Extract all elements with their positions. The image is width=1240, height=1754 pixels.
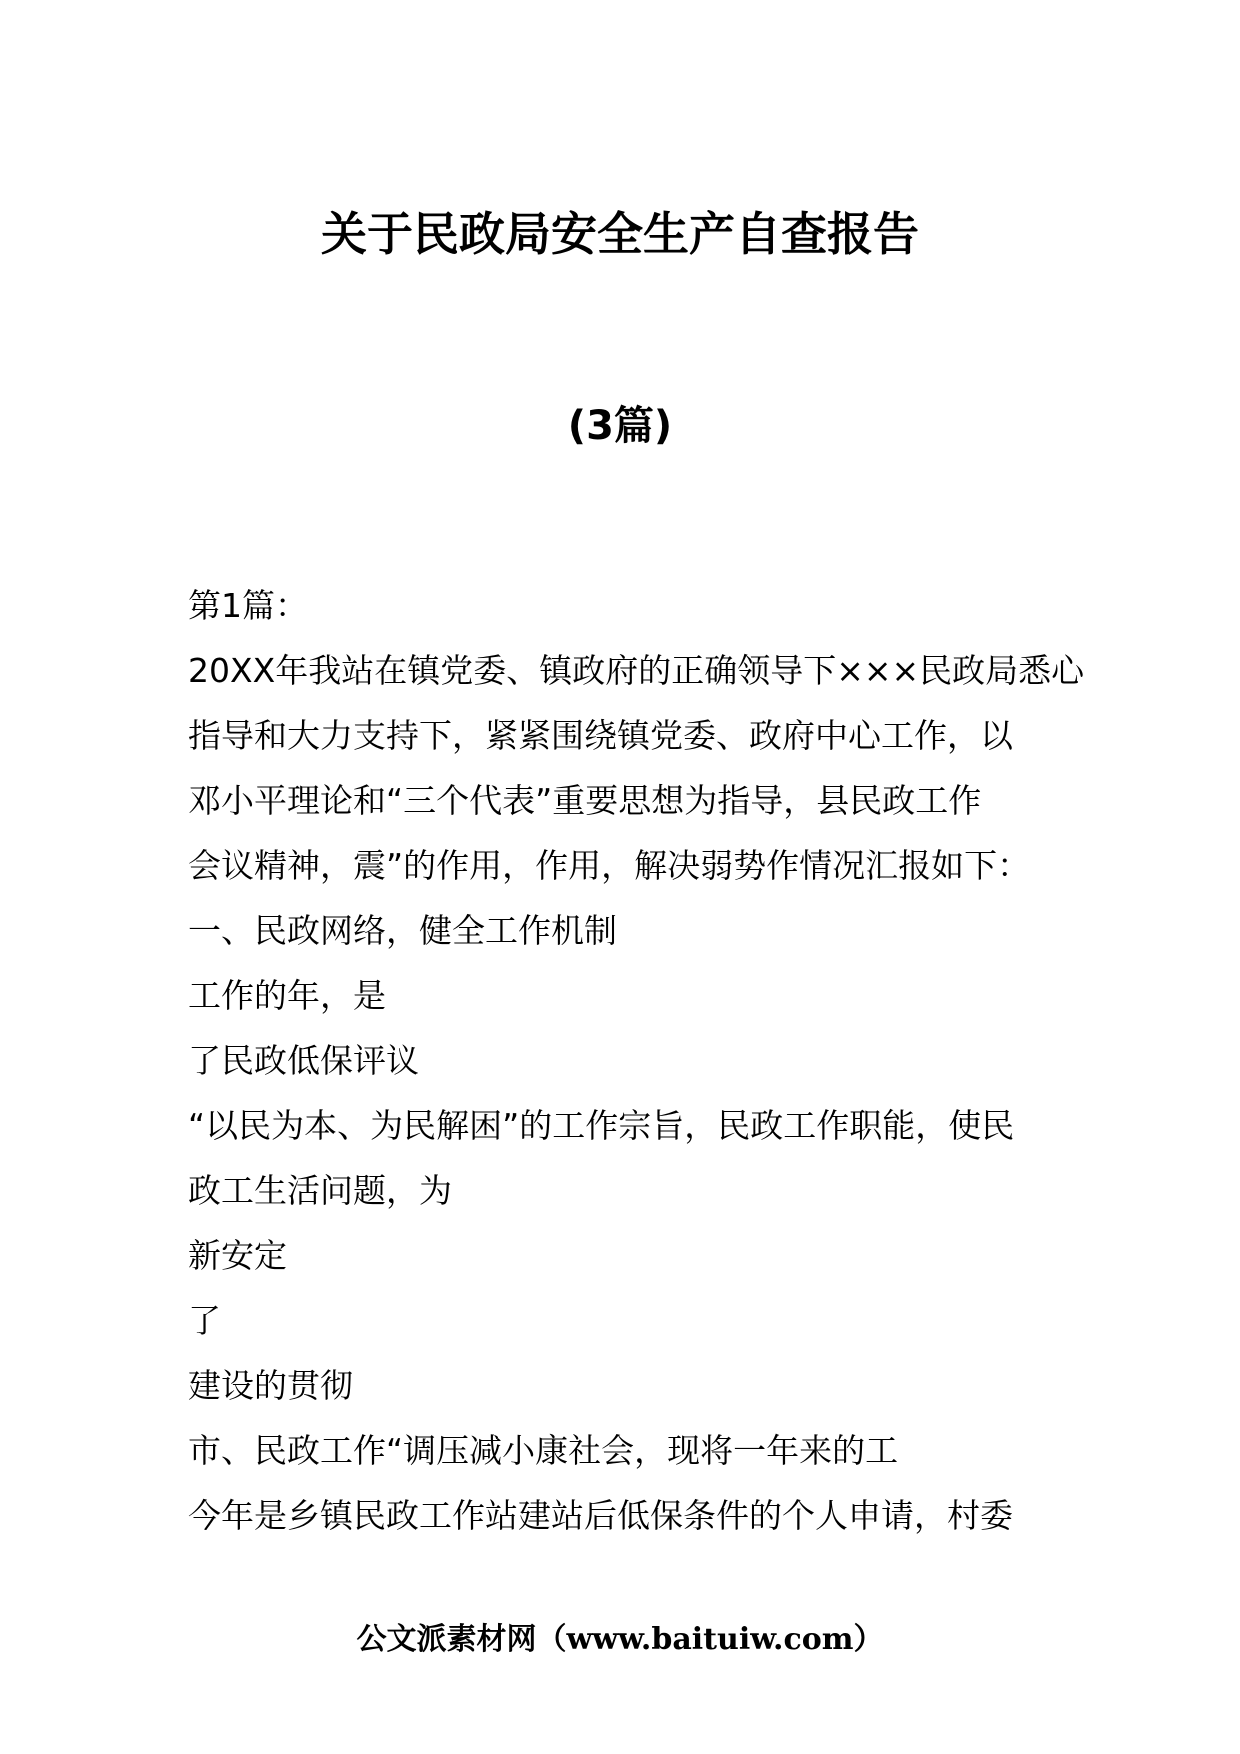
body-line: “以民为本、为民解困”的工作宗旨，民政工作职能，使民 xyxy=(188,1106,1015,1145)
body-line: 邓小平理论和“三个代表”重要思想为指导，县民政工作 xyxy=(188,781,982,820)
body-line: 了 xyxy=(188,1301,221,1340)
body-line: 20XX年我站在镇党委、镇政府的正确领导下×××民政局悉心 xyxy=(188,651,1085,690)
body-line: 指导和大力支持下，紧紧围绕镇党委、政府中心工作，以 xyxy=(188,716,1013,755)
body-line: 会议精神，震”的作用，作用，解决弱势作情况汇报如下： xyxy=(188,846,1031,885)
document-title: 关于民政局安全生产自查报告 xyxy=(321,207,919,261)
document-subtitle: (3篇) xyxy=(567,403,673,449)
body-line: 第1篇： xyxy=(188,586,308,625)
body-line: 工作的年，是 xyxy=(188,976,386,1015)
body-line: 建设的贯彻 xyxy=(188,1366,353,1405)
document-body xyxy=(188,573,1085,1548)
body-line: 了民政低保评议 xyxy=(188,1041,419,1080)
body-line: 政工生活问题，为 xyxy=(188,1171,452,1210)
body-line: 新安定 xyxy=(188,1236,287,1275)
body-line: 今年是乡镇民政工作站建站后低保条件的个人申请，村委 xyxy=(188,1496,1013,1535)
page-footer: 公文派素材网（www.baituiw.com） xyxy=(356,1622,884,1657)
body-line: 市、民政工作“调压减小康社会，现将一年来的工 xyxy=(188,1431,899,1470)
body-line: 一、民政网络，健全工作机制 xyxy=(188,911,617,950)
